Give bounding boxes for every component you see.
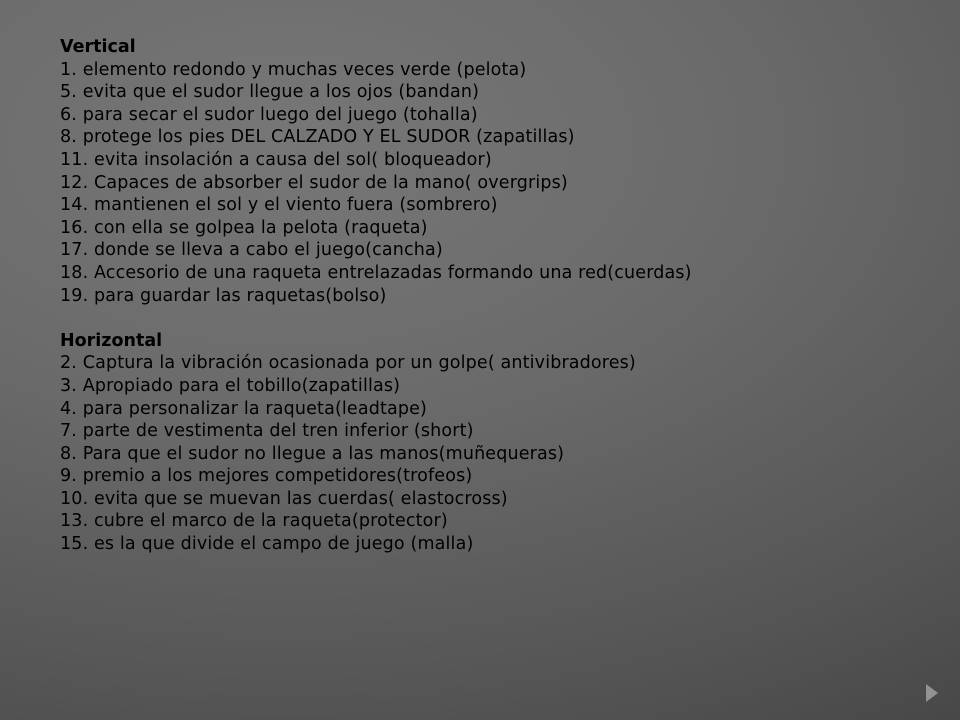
vertical-heading: Vertical — [60, 37, 136, 57]
vertical-clue: 5. evita que el sudor llegue a los ojos (bandan) — [60, 82, 480, 103]
slide-content — [60, 36, 940, 556]
vertical-clue: 12. Capaces de absorber el sudor de la mano( overgrips) — [60, 172, 568, 193]
section-spacer — [60, 307, 940, 330]
next-arrow-icon[interactable] — [926, 684, 938, 702]
vertical-clue: 8. protege los pies DEL CALZADO Y EL SUDOR (zapatillas) — [60, 127, 575, 148]
horizontal-clue: 13. cubre el marco de la raqueta(protector) — [60, 511, 448, 532]
horizontal-clue: 4. para personalizar la raqueta(leadtape) — [60, 398, 428, 419]
vertical-clue: 11. evita insolación a causa del sol( bloqueador) — [60, 149, 492, 170]
vertical-clue: 14. mantienen el sol y el viento fuera (sombrero) — [60, 195, 498, 216]
horizontal-clue-list — [60, 352, 940, 555]
vertical-clue-list — [60, 59, 940, 308]
horizontal-clue: 8. Para que el sudor no llegue a las manos(muñequeras) — [60, 443, 565, 464]
horizontal-clue: 15. es la que divide el campo de juego (malla) — [60, 534, 474, 555]
vertical-clue: 17. donde se lleva a cabo el juego(cancha) — [60, 240, 443, 261]
horizontal-heading: Horizontal — [60, 330, 163, 351]
vertical-clue: 6. para secar el sudor luego del juego (tohalla) — [60, 104, 478, 125]
horizontal-clue: 2. Captura la vibración ocasionada por un golpe( antivibradores) — [60, 353, 636, 374]
horizontal-clue: 10. evita que se muevan las cuerdas( elastocross) — [60, 488, 508, 509]
horizontal-clue: 9. premio a los mejores competidores(trofeos) — [60, 466, 473, 487]
vertical-clue: 1. elemento redondo y muchas veces verde (pelota) — [60, 59, 527, 80]
vertical-clue: 18. Accesorio de una raqueta entrelazadas formando una red(cuerdas) — [60, 262, 692, 283]
horizontal-clue: 7. parte de vestimenta del tren inferior (short) — [60, 421, 474, 442]
vertical-clue: 16. con ella se golpea la pelota (raqueta) — [60, 217, 428, 238]
vertical-clue: 19. para guardar las raquetas(bolso) — [60, 285, 387, 306]
horizontal-clue: 3. Apropiado para el tobillo(zapatillas) — [60, 375, 401, 396]
